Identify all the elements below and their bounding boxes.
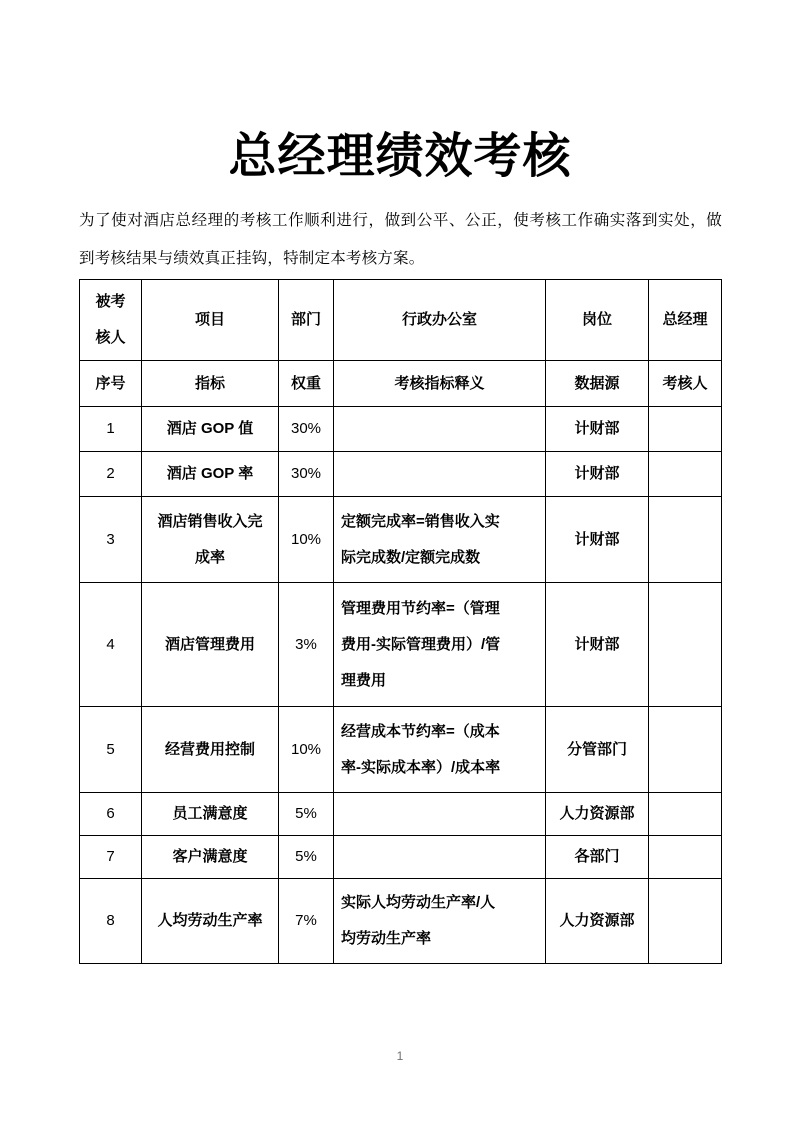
cell-assessor <box>649 836 722 879</box>
table-row <box>80 452 722 497</box>
header-cell-department-label: 部门 <box>279 280 334 361</box>
cell-weight: 10% <box>279 497 334 583</box>
cell-indicator-line2: 成率 <box>194 548 225 566</box>
cell-no: 4 <box>80 583 142 707</box>
cell-weight: 3% <box>279 583 334 707</box>
cell-weight: 30% <box>279 452 334 497</box>
table-row <box>80 497 722 583</box>
cell-no: 8 <box>80 879 142 964</box>
cell-assessor <box>649 583 722 707</box>
cell-explanation <box>334 407 546 452</box>
cell-explanation <box>334 583 546 707</box>
cell-data-source: 分管部门 <box>546 707 649 793</box>
column-header-weight: 权重 <box>279 361 334 407</box>
intro-paragraph: 为了使对酒店总经理的考核工作顺利进行，做到公平、公正，使考核工作确实落到实处，做到考核结果与绩效真正挂钩，特制定本考核方案。 <box>79 211 722 267</box>
cell-data-source: 计财部 <box>546 583 649 707</box>
column-header-data-source: 数据源 <box>546 361 649 407</box>
cell-assessor <box>649 497 722 583</box>
cell-weight: 7% <box>279 879 334 964</box>
page-number: 1 <box>396 1049 404 1063</box>
cell-indicator-line1: 酒店销售收入完 <box>157 512 263 530</box>
cell-explanation <box>334 836 546 879</box>
cell-weight: 5% <box>279 836 334 879</box>
cell-data-source: 人力资源部 <box>546 879 649 964</box>
cell-explanation-line2: 率-实际成本率）/成本率 <box>341 758 501 776</box>
table-header-row-1 <box>80 280 722 361</box>
cell-weight: 30% <box>279 407 334 452</box>
cell-no: 1 <box>80 407 142 452</box>
header-cell-assessee <box>80 280 142 361</box>
page-title: 总经理绩效考核 <box>228 130 572 184</box>
cell-assessor <box>649 452 722 497</box>
cell-data-source: 计财部 <box>546 407 649 452</box>
column-header-no: 序号 <box>80 361 142 407</box>
column-header-indicator: 指标 <box>142 361 279 407</box>
cell-explanation-line2: 际完成数/定额完成数 <box>341 548 481 566</box>
header-cell-position-value: 总经理 <box>649 280 722 361</box>
column-header-explanation: 考核指标释义 <box>334 361 546 407</box>
cell-explanation-line3: 理费用 <box>341 671 387 689</box>
cell-explanation <box>334 452 546 497</box>
cell-no: 6 <box>80 793 142 836</box>
cell-no: 7 <box>80 836 142 879</box>
table-row <box>80 793 722 836</box>
cell-weight: 5% <box>279 793 334 836</box>
cell-no: 5 <box>80 707 142 793</box>
table-row <box>80 879 722 964</box>
table-row <box>80 707 722 793</box>
table-header-row-2 <box>80 361 722 407</box>
cell-weight: 10% <box>279 707 334 793</box>
header-cell-position-label: 岗位 <box>546 280 649 361</box>
cell-indicator: 经营费用控制 <box>142 707 279 793</box>
cell-no: 3 <box>80 497 142 583</box>
cell-data-source: 人力资源部 <box>546 793 649 836</box>
cell-data-source: 计财部 <box>546 452 649 497</box>
cell-assessor <box>649 707 722 793</box>
assessment-table-container <box>79 279 721 964</box>
table-row <box>80 836 722 879</box>
cell-explanation <box>334 879 546 964</box>
table-row <box>80 583 722 707</box>
cell-data-source: 各部门 <box>546 836 649 879</box>
header-cell-department-value: 行政办公室 <box>334 280 546 361</box>
cell-explanation <box>334 707 546 793</box>
cell-indicator: 酒店 GOP 率 <box>142 452 279 497</box>
cell-assessor <box>649 793 722 836</box>
cell-assessor <box>649 407 722 452</box>
cell-explanation-line2: 均劳动生产率 <box>341 930 432 947</box>
assessee-label-line1: 被考 <box>95 293 126 310</box>
cell-indicator: 客户满意度 <box>142 836 279 879</box>
cell-explanation-line1: 定额完成率=销售收入实 <box>341 512 500 530</box>
table-row <box>80 407 722 452</box>
cell-data-source: 计财部 <box>546 497 649 583</box>
cell-explanation-line1: 管理费用节约率=（管理 <box>341 599 500 617</box>
cell-no: 2 <box>80 452 142 497</box>
cell-explanation-line1: 实际人均劳动生产率/人 <box>341 894 496 911</box>
cell-indicator <box>142 497 279 583</box>
cell-explanation <box>334 497 546 583</box>
cell-indicator: 酒店管理费用 <box>142 583 279 707</box>
cell-explanation <box>334 793 546 836</box>
header-cell-project: 项目 <box>142 280 279 361</box>
cell-explanation-line2: 费用-实际管理费用）/管 <box>341 635 501 653</box>
cell-indicator: 人均劳动生产率 <box>142 879 279 964</box>
assessment-table <box>79 279 722 964</box>
column-header-assessor: 考核人 <box>649 361 722 407</box>
cell-explanation-line1: 经营成本节约率=（成本 <box>341 722 500 740</box>
cell-assessor <box>649 879 722 964</box>
cell-indicator: 酒店 GOP 值 <box>142 407 279 452</box>
assessee-label-line2: 核人 <box>95 329 126 346</box>
cell-indicator: 员工满意度 <box>142 793 279 836</box>
